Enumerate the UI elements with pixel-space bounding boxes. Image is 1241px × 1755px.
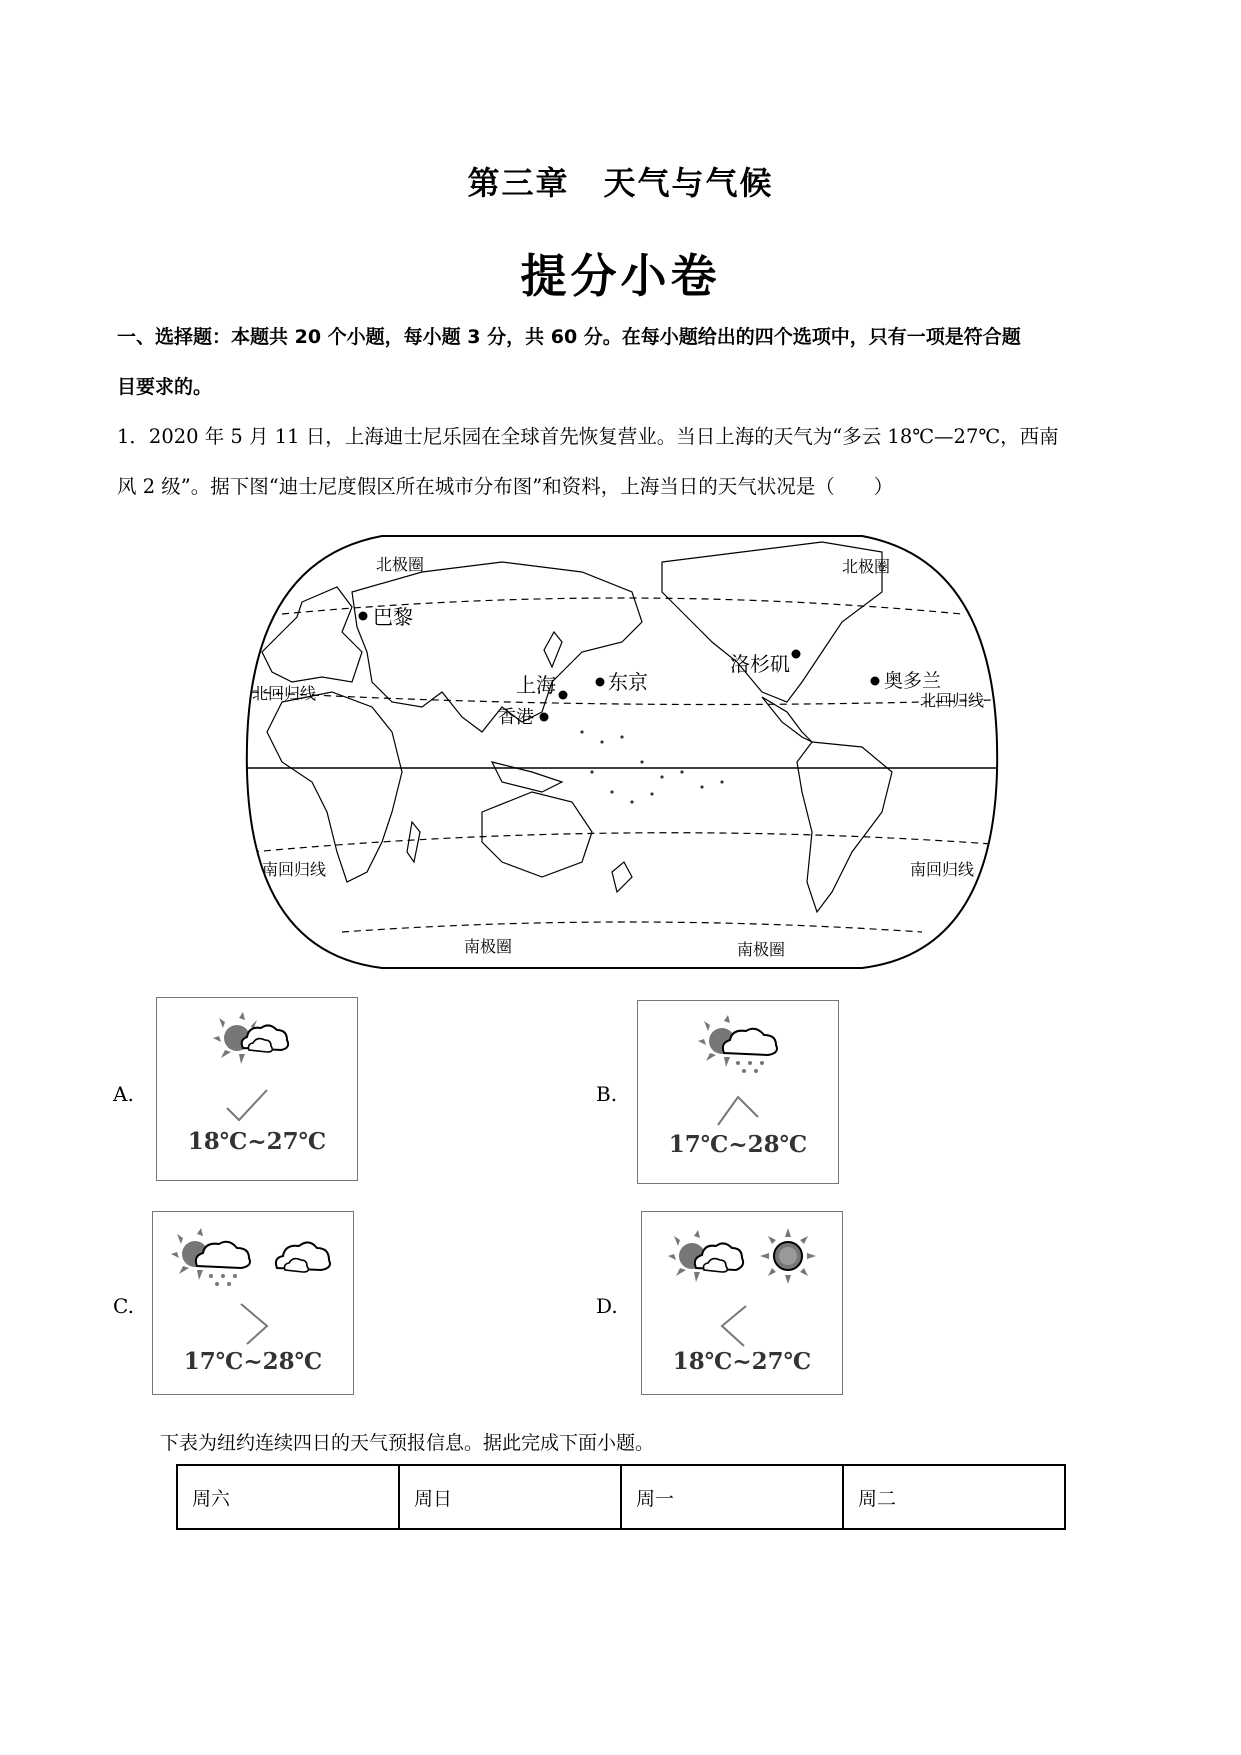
option-c-temp: 17℃~28℃ <box>183 1348 323 1375</box>
map-border <box>247 536 997 968</box>
checkmark-wind-icon <box>223 1086 271 1126</box>
forecast-day-cell: 周一 <box>621 1465 843 1529</box>
sun-cloud-drizzle-icon <box>698 1013 782 1077</box>
arctic-circle-label-left: 北极圈 <box>376 555 425 574</box>
orlando-marker <box>871 677 880 686</box>
forecast-day-cell: 周六 <box>177 1465 399 1529</box>
chapter-title: 第三章 天气与气候 <box>467 164 774 202</box>
forecast-table <box>176 1464 1066 1530</box>
paper-title: 提分小卷 <box>520 249 721 303</box>
cloud-icon <box>271 1234 333 1274</box>
option-b-box[interactable] <box>637 1000 839 1184</box>
option-b-temp: 17℃~28℃ <box>668 1131 808 1158</box>
option-a-label[interactable]: A. <box>113 1082 134 1106</box>
caret-up-wind-icon <box>716 1093 760 1127</box>
sun-behind-cloud-icon <box>668 1228 748 1284</box>
hongkong-marker <box>540 713 549 722</box>
shanghai-label: 上海 <box>516 673 556 697</box>
tokyo-marker <box>596 678 605 687</box>
tropic-cancer-label-right: 北回归线 <box>920 691 985 710</box>
tropic-capricorn-label-right: 南回归线 <box>910 860 975 879</box>
tokyo-label: 东京 <box>608 670 648 694</box>
option-d-box[interactable] <box>641 1211 843 1395</box>
section-instructions-line1: 一、选择题：本题共 20 个小题，每小题 3 分，共 60 分。在每小题给出的四个选项中，只有一项是符合题 <box>117 326 1021 348</box>
option-d-temp: 18℃~27℃ <box>672 1348 812 1375</box>
shanghai-marker <box>559 691 568 700</box>
question-1-text-line2: 风 2 级”。据下图“迪士尼度假区所在城市分布图”和资料，上海当日的天气状况是（ ） <box>117 475 894 498</box>
sun-behind-cloud-icon <box>213 1010 293 1066</box>
arctic-circle-label-right: 北极圈 <box>842 557 891 576</box>
forecast-day-cell: 周二 <box>843 1465 1065 1529</box>
tropic-cancer-label-left: 北回归线 <box>252 684 317 703</box>
option-b-label[interactable]: B. <box>596 1082 618 1106</box>
table-row <box>177 1465 1065 1529</box>
forecast-day-cell: 周日 <box>399 1465 621 1529</box>
option-a-temp: 18℃~27℃ <box>187 1128 327 1155</box>
option-c-box[interactable] <box>152 1211 354 1395</box>
chevron-right-wind-icon <box>235 1302 271 1346</box>
hongkong-label: 香港 <box>498 707 534 728</box>
los-angeles-label: 洛杉矶 <box>730 652 790 676</box>
option-c-label[interactable]: C. <box>113 1294 134 1318</box>
world-map <box>242 532 1002 972</box>
sun-icon <box>760 1228 816 1284</box>
chevron-left-wind-icon <box>718 1304 752 1348</box>
section-instructions-line2: 目要求的。 <box>117 376 213 398</box>
forecast-intro: 下表为纽约连续四日的天气预报信息。据此完成下面小题。 <box>160 1432 655 1454</box>
paris-marker <box>359 612 368 621</box>
option-a-box[interactable] <box>156 997 358 1181</box>
tropic-capricorn-label-left: 南回归线 <box>262 860 327 879</box>
option-d-label[interactable]: D. <box>596 1294 618 1318</box>
los-angeles-marker <box>792 650 801 659</box>
sun-cloud-drizzle-icon <box>171 1226 255 1290</box>
orlando-label: 奥多兰 <box>884 670 942 692</box>
question-1-text-line1: 1．2020 年 5 月 11 日，上海迪士尼乐园在全球首先恢复营业。当日上海的天气为“多云 18℃—27℃，西南 <box>117 425 1059 448</box>
antarctic-circle-label-right: 南极圈 <box>737 940 786 959</box>
paris-label: 巴黎 <box>373 605 413 629</box>
antarctic-circle-label-left: 南极圈 <box>464 937 513 956</box>
world-map-figure <box>242 532 1002 972</box>
